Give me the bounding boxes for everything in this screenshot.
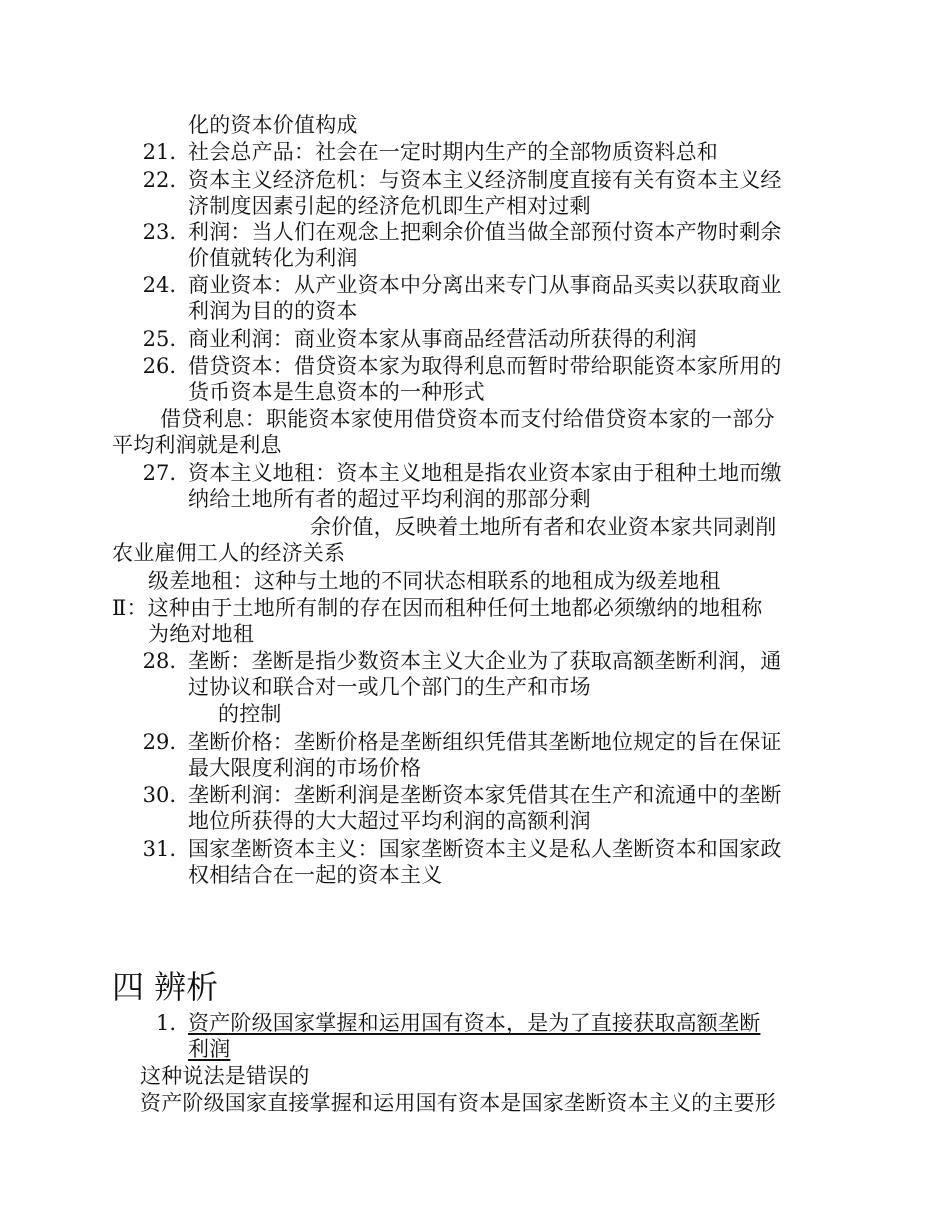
- item-23-number: 23.: [142, 220, 176, 244]
- section-heading: 四 辨析: [112, 968, 219, 1006]
- item-27-line-1: 资本主义地租：资本主义地租是指农业资本家由于租种土地而缴: [188, 461, 782, 485]
- item-30-line-1: 垄断利润：垄断利润是垄断资本家凭借其在生产和流通中的垄断: [188, 783, 782, 807]
- analysis-item-1-line-1: 资产阶级国家掌握和运用国有资本，是为了直接获取高额垄断: [188, 1011, 761, 1035]
- item-22-line-2: 济制度因素引起的经济危机即生产相对过剩: [188, 194, 591, 218]
- item-24-line-2: 利润为目的的资本: [188, 299, 358, 323]
- item-21-line-1: 社会总产品：社会在一定时期内生产的全部物质资料总和: [188, 140, 718, 164]
- loan-interest-line-2: 平均利润就是利息: [112, 433, 282, 457]
- item-31-line-2: 权相结合在一起的资本主义: [188, 863, 443, 887]
- absolute-rent-line-2: 为绝对地租: [148, 622, 254, 646]
- analysis-item-1-number: 1.: [155, 1011, 176, 1035]
- item-20-continuation: 化的资本价值构成: [188, 113, 358, 137]
- answer-line-2: 资产阶级国家直接掌握和运用国有资本是国家垄断资本主义的主要形: [140, 1091, 776, 1115]
- item-21-number: 21.: [142, 140, 176, 164]
- loan-interest-line-1: 借贷利息：职能资本家使用借贷资本而支付给借贷资本家的一部分: [160, 407, 775, 431]
- item-28-line-2: 过协议和联合对一或几个部门的生产和市场: [188, 675, 591, 699]
- item-28-line-1: 垄断：垄断是指少数资本主义大企业为了获取高额垄断利润，通: [188, 649, 782, 673]
- differential-rent: 级差地租：这种与土地的不同状态相联系的地租成为级差地租: [148, 569, 721, 593]
- item-24-number: 24.: [142, 273, 176, 297]
- item-27-line-3: 余价值，反映着土地所有者和农业资本家共同剥削: [310, 515, 777, 539]
- absolute-rent-line-1: Ⅱ：这种由于土地所有制的存在因而租种任何土地都必须缴纳的地租称: [112, 596, 763, 620]
- item-31-number: 31.: [142, 837, 176, 861]
- item-29-line-1: 垄断价格：垄断价格是垄断组织凭借其垄断地位规定的旨在保证: [188, 730, 782, 754]
- analysis-item-1-line-2: 利润: [188, 1037, 231, 1061]
- item-26-line-1: 借贷资本：借贷资本家为取得利息而暂时带给职能资本家所用的: [188, 354, 782, 378]
- item-22-number: 22.: [142, 168, 176, 192]
- item-24-line-1: 商业资本：从产业资本中分离出来专门从事商品买卖以获取商业: [188, 273, 782, 297]
- item-28-line-3: 的控制: [218, 702, 282, 726]
- item-27-line-2: 纳给土地所有者的超过平均利润的那部分剩: [188, 487, 591, 511]
- item-30-line-2: 地位所获得的大大超过平均利润的高额利润: [188, 809, 591, 833]
- item-30-number: 30.: [142, 783, 176, 807]
- item-29-number: 29.: [142, 730, 176, 754]
- item-29-line-2: 最大限度利润的市场价格: [188, 756, 422, 780]
- item-23-line-2: 价值就转化为利润: [188, 246, 358, 270]
- item-28-number: 28.: [142, 649, 176, 673]
- item-31-line-1: 国家垄断资本主义：国家垄断资本主义是私人垄断资本和国家政: [188, 837, 782, 861]
- item-27-line-4: 农业雇佣工人的经济关系: [112, 541, 346, 565]
- item-23-line-1: 利润：当人们在观念上把剩余价值当做全部预付资本产物时剩余: [188, 220, 782, 244]
- item-27-number: 27.: [142, 461, 176, 485]
- answer-line-1: 这种说法是错误的: [140, 1064, 310, 1088]
- item-25-line-1: 商业利润：商业资本家从事商品经营活动所获得的利润: [188, 327, 697, 351]
- item-22-line-1: 资本主义经济危机：与资本主义经济制度直接有关有资本主义经: [188, 168, 782, 192]
- item-26-line-2: 货币资本是生息资本的一种形式: [188, 380, 485, 404]
- item-25-number: 25.: [142, 327, 176, 351]
- item-26-number: 26.: [142, 354, 176, 378]
